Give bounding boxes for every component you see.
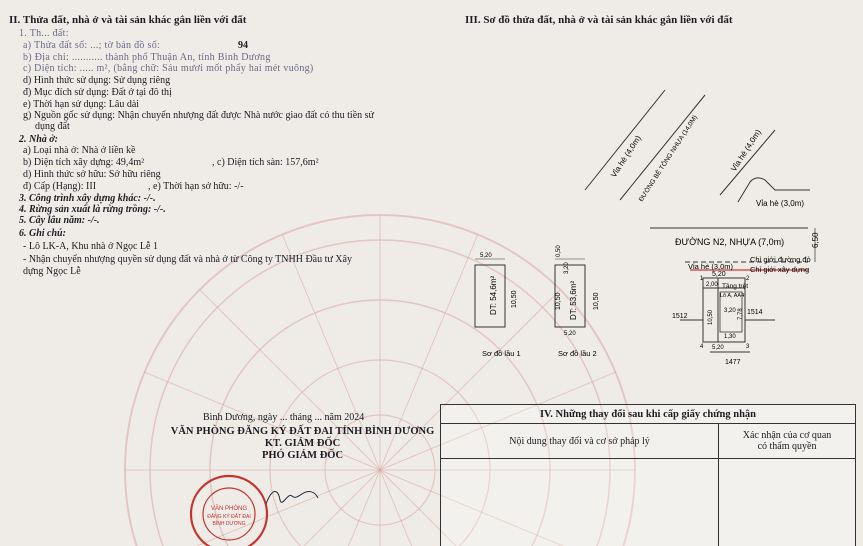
corner-3: 3 [746,344,750,350]
note-transfer-2: dựng Ngọc Lễ [23,266,81,277]
floor-1-height: 10,50 [511,290,518,308]
svg-text:BÌNH DƯƠNG: BÌNH DƯƠNG [212,521,246,527]
build-area-line: b) Diện tích xây dựng: 49,4m² [23,157,145,168]
forest-line: 4. Rừng sản xuất là rừng trồng: -/-. [19,204,166,215]
ownership-term-line: , e) Thời hạn sở hữu: -/- [148,181,244,192]
floor-2-caption: Sơ đồ lầu 2 [558,349,597,358]
svg-text:ĐĂNG KÝ ĐẤT ĐAI: ĐĂNG KÝ ĐẤT ĐAI [207,514,251,520]
usage-origin-line: g) Nguồn gốc sử dụng: Nhận chuyển nhượng đất được Nhà nước giao đất có thu tiền sử [23,110,374,121]
dim-2-00: 2,00 [706,282,718,288]
ownership-form-line: d) Hình thức sở hữu: Sở hữu riêng [23,169,161,180]
authority-confirmation-cell [719,459,856,546]
neighbor-1477: 1477 [725,359,741,366]
deputy-director: PHÓ GIÁM ĐỐC [261,450,344,461]
handwritten-signature [262,482,322,512]
usage-origin-line-2: dụng đất [35,121,70,132]
section-2-title: II. Thửa đất, nhà ở và tài sản khác gắn liền với đất [9,14,247,26]
sidewalk-4m-label-a: Vỉa hè (4,0m) [609,133,643,180]
dim-3-20-lot: 3,20 [724,308,736,314]
area-line: c) Diện tích: ..... m², (bằng chữ: Sáu mươi mốt phẩy hai mét vuông) [23,63,314,74]
floor-1-area: DT: 54,6m² [489,275,498,315]
usage-term-line: e) Thời hạn sử dụng: Lâu dài [23,99,140,110]
concrete-road-label: ĐƯỜNG BÊ TÔNG NHỰA (14,0M) [637,114,699,204]
floor-area-line: , c) Diện tích sàn: 157,6m² [212,157,319,168]
note-transfer: - Nhận chuyển nhượng quyền sử dụng đất và nhà ở từ Công ty TNHH Đầu tư Xây [23,254,352,265]
floor-2-width: 3,20 [564,262,570,274]
floor-1-width: 5,20 [480,253,492,259]
floor-2-width-bottom: 5,20 [564,331,576,337]
map-sheet-number: 94 [238,40,248,51]
house-heading: 2. Nhà ở: [19,134,58,145]
change-content-cell [441,459,719,546]
floor-2-height-inner: 10,50 [555,292,562,310]
section-3-title: III. Sơ đồ thửa đất, nhà ở và tài sản khác gắn liền với đất [465,14,733,26]
dim-6-50: 6,50 [811,232,820,248]
note-lot: - Lô LK-A, Khu nhà ở Ngọc Lễ 1 [23,241,158,252]
neighbor-1512: 1512 [672,313,688,320]
corner-2: 2 [746,276,750,282]
floor-2-area: DT: 53,6m² [569,280,578,320]
dim-5-20-top: 5,20 [712,271,726,278]
corner-1: 1 [700,276,704,282]
authority-header-line-2: có thẩm quyền [757,441,817,452]
house-type-line: a) Loại nhà ở: Nhà ở liền kề [23,145,136,156]
kt-director: KT. GIÁM ĐỐC [264,438,341,449]
sidewalk-3m-label: Vỉa hè (3,0m) [756,199,805,208]
perennial-trees-line: 5. Cây lâu năm: -/-. [19,215,100,226]
land-parcel-heading: 1. Th... đất: [19,28,69,39]
corner-4: 4 [700,344,704,350]
authority-header-line-1: Xác nhận của cơ quan [742,430,832,441]
other-construction-line: 3. Công trình xây dựng khác: -/-. [19,193,156,204]
parcel-number-line: a) Thửa đất số: ...; tờ bản đồ số: [23,40,161,51]
floor-1-caption: Sơ đồ lầu 1 [482,349,521,358]
dim-7-78: 7,78 [738,308,744,320]
build-boundary-label: Chỉ giới xây dựng [750,265,810,274]
svg-text:VĂN PHÒNG: VĂN PHÒNG [210,506,248,512]
sidewalk-3m-label-2: Vỉa hè (3,0m) [688,262,734,271]
dim-5-20-bottom: 5,20 [712,345,724,351]
lot-label: Lô A, AA4 [720,293,745,299]
issuing-office: VĂN PHÒNG ĐĂNG KÝ ĐẤT ĐAI TỈNH BÌNH DƯƠNG [170,426,435,437]
house-grade-line: đ) Cấp (Hạng): III [23,181,97,192]
neighbor-1514: 1514 [747,309,763,316]
floor-2-small-dim: 0,50 [556,245,562,257]
usage-form-line: d) Hình thức sử dụng: Sử dụng riêng [23,75,171,86]
sidewalk-4m-label-b: Vỉa hè (4,0m) [729,127,763,174]
changes-table [440,404,856,546]
site-plan-diagram [420,30,860,380]
road-n2-label: ĐƯỜNG N2, NHỰA (7,0m) [675,237,785,247]
notes-heading: 6. Ghi chú: [19,228,66,239]
issue-date-line: Bình Dương, ngày ... tháng ... năm 2024 [203,412,365,423]
change-content-header: Nội dung thay đổi và cơ sở pháp lý [441,424,719,459]
official-stamp-seal [185,470,273,546]
section-4-title: IV. Những thay đổi sau khi cấp giấy chứng nhận [441,405,856,424]
dim-1-30: 1,30 [724,334,736,340]
usage-purpose-line: đ) Mục đích sử dụng: Đất ở tại đô thị [23,87,172,98]
dim-10-50-lot: 10,50 [708,309,714,325]
road-boundary-label: Chỉ giới đường đỏ [750,255,811,264]
floor-2-height: 10,50 [593,292,600,310]
ground-floor-label: Tầng trệt [722,283,749,290]
address-line: b) Địa chỉ: ........... thành phố Thuận An, tỉnh Bình Dương [23,52,271,63]
authority-confirmation-header [719,424,856,459]
